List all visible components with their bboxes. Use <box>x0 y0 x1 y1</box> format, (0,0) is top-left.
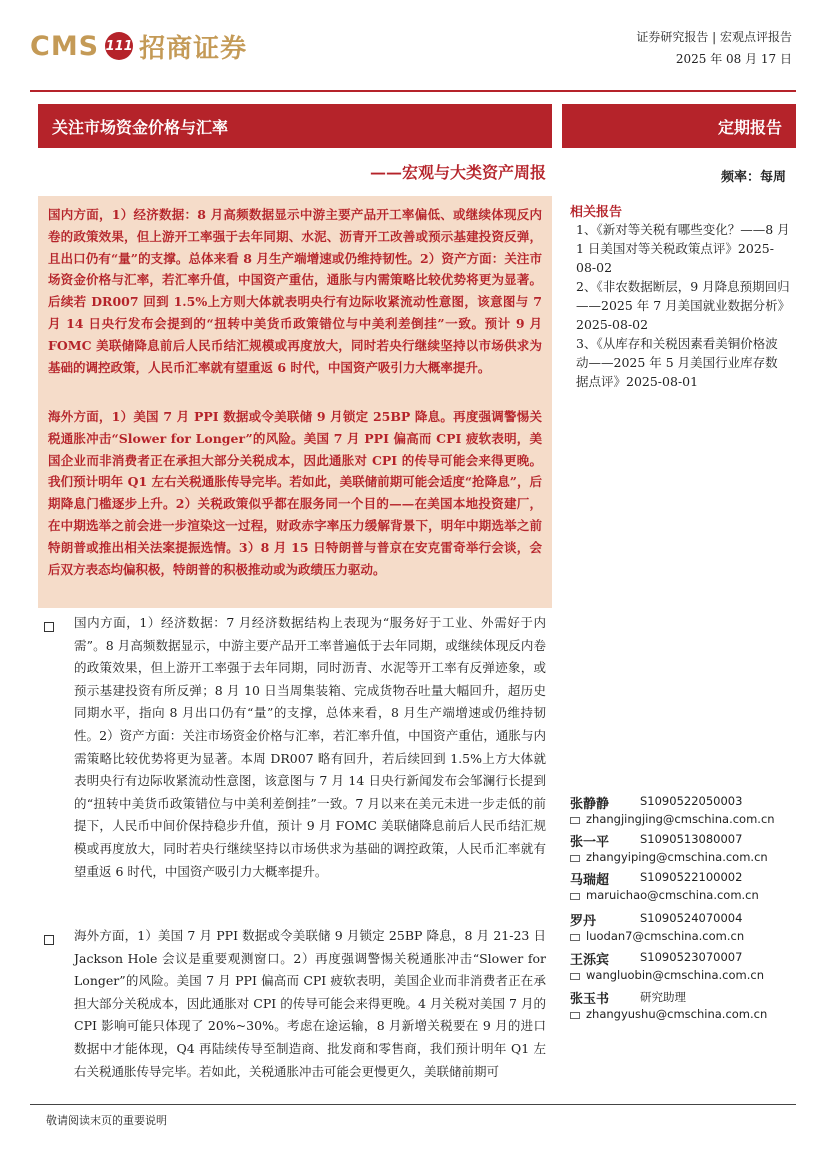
badge-band <box>562 104 796 148</box>
author-email[interactable]: wangluobin@cmschina.com.cn <box>586 968 764 982</box>
summary-domestic: 国内方面，1）经济数据：8 月高频数据显示中游主要产品开工率偏低、或继续体现反内卷的政策效果，但上游开工率强于去年同期、水泥、沥青开工改善或预示基建投资反弹，且出口仍有“量”的支撑。总体来看 8 月生产端增速或仍维持韧性。2）资产方面：关注市场资金价格与汇率，若汇率升值，中国资产重估，通胀与内需策略比较优势将更为显著。后续若 DR007 回到 1.5%上方则大体就表明央行有边际收紧流动性意图，该意图与 7 月 14 日央行发布会提到的“扭转中美货币政策错位与中美利差倒挂”一致。预计 9 月 FOMC 美联储降息前后人民币结汇规模或再度放大，同时若央行继续坚持以市场供求为基础的调控政策，人民币汇率就有望重返 6 时代，中国资产吸引力大概率提升。 <box>48 207 542 375</box>
author-license: S1090523070007 <box>640 950 743 964</box>
report-date: 2025 年 08 月 17 日 <box>675 52 792 66</box>
mail-icon <box>570 934 580 941</box>
author-email[interactable]: luodan7@cmschina.com.cn <box>586 929 745 943</box>
related-report-item[interactable]: 2、《非农数据断层，9 月降息预期回归——2025 年 7 月美国就业数据分析》2025-08-02 <box>576 279 790 332</box>
title-band <box>38 104 552 148</box>
bullet-icon <box>44 622 54 632</box>
author-email[interactable]: zhangjingjing@cmschina.com.cn <box>586 812 775 826</box>
body-overseas: 海外方面，1）美国 7 月 PPI 数据或令美联储 9 月锁定 25BP 降息，8 月 21-23 日 Jackson Hole 会议是重要观测窗口。2）再度强调警惕关税通胀冲击“Slower for Longer”的风险。美国 7 月 PPI 偏高而 CPI 疲软表明，美国企业而非消费者正在承担大部分关税成本，因此通胀对 CPI 的传导可能会来得更晚。4 月关税对美国 7 月的 CPI 影响可能只体现了 20%~30%。考虑在途运输，8 月新增关税要在 9 月的进口数据中才能体现，Q4 再陆续传导至制造商、批发商和零售商，我们预计明年 Q1 左右关税通胀传导完毕。若如此，关税通胀冲击可能会更慢更久，美联储前期可 <box>74 928 546 1079</box>
author-name: 张一平 <box>570 835 610 850</box>
mail-icon <box>570 817 580 824</box>
related-reports-title: 相关报告 <box>570 205 623 220</box>
author-license: S1090522100002 <box>640 870 743 884</box>
company-logo <box>30 26 247 66</box>
author-name: 马瑞超 <box>570 873 610 888</box>
report-type: 证券研究报告 | 宏观点评报告 <box>636 30 792 44</box>
related-reports-list <box>576 220 790 391</box>
header-divider <box>30 90 796 92</box>
author-license: S1090522050003 <box>640 794 743 808</box>
summary-box <box>38 196 552 608</box>
related-report-item[interactable]: 3、《从库存和关税因素看美铜价格波动——2025 年 5 月美国行业库存数据点评》2025-08-01 <box>576 336 778 389</box>
logo-mark-icon: 111 <box>105 32 133 60</box>
report-title: 关注市场资金价格与汇率 <box>52 118 229 137</box>
mail-icon <box>570 1012 580 1019</box>
related-report-item[interactable]: 1、《新对等关税有哪些变化？——8 月 1 日美国对等关税政策点评》2025-08-02 <box>576 222 790 275</box>
author-email[interactable]: zhangyushu@cmschina.com.cn <box>586 1007 768 1021</box>
logo-text-en: CMS <box>30 30 100 62</box>
author-license: 研究助理 <box>640 990 686 1004</box>
footer-note: 敬请阅读末页的重要说明 <box>46 1114 167 1127</box>
footer-divider <box>30 1104 796 1105</box>
bullet-icon <box>44 935 54 945</box>
author-name: 罗丹 <box>570 914 597 929</box>
logo-text-cn: 招商证券 <box>139 33 248 64</box>
report-badge: 定期报告 <box>717 118 782 137</box>
summary-overseas: 海外方面，1）美国 7 月 PPI 数据或令美联储 9 月锁定 25BP 降息。再度强调警惕关税通胀冲击“Slower for Longer”的风险。美国 7 月 PPI 偏高而 CPI 疲软表明，美国企业而非消费者正在承担大部分关税成本，因此通胀对 CPI 的传导可能会来得更晚。我们预计明年 Q1 左右关税通胀传导完毕。若如此，美联储前期可能会适度“抢降息”，后期降息门槛逐步上升。2）关税政策似乎都在服务同一个目的——在美国本地投资建厂，在中期选举之前会进一步渲染这一过程，财政赤字率压力缓解背景下，明年中期选举之前特朗普或推出相关法案提振选情。3）8 月 15 日特朗普与普京在安克雷奇举行会谈，会后双方表态均偏积极，特朗普的积极推动或为政绩压力驱动。 <box>48 409 542 577</box>
report-subtitle: ——宏观与大类资产周报 <box>369 163 546 182</box>
header-meta <box>636 26 792 70</box>
author-license: S1090524070004 <box>640 911 743 925</box>
author-email[interactable]: zhangyiping@cmschina.com.cn <box>586 850 768 864</box>
author-name: 张玉书 <box>570 992 610 1007</box>
mail-icon <box>570 973 580 980</box>
body-domestic: 国内方面，1）经济数据：7 月经济数据结构上表现为“服务好于工业、外需好于内需”。8 月高频数据显示，中游主要产品开工率普遍低于去年同期，或继续体现反内卷的政策效果，但上游开工率强于去年同期，同时沥青、水泥等开工率有反弹迹象，或预示基建投资有所反弹；8 月 10 日当周集装箱、完成货物吞吐量大幅回升，超历史同期水平，指向 8 月出口仍有“量”的支撑，总体来看，8 月生产端增速或仍维持韧性。2）资产方面：关注市场资金价格与汇率，若汇率升值，中国资产重估，通胀与内需策略比较优势将更为显著。本周 DR007 略有回升，若后续回到 1.5%上方大体就表明央行有边际收紧流动性意图，该意图与 7 月 14 日央行新闻发布会邹澜行长提到的“扭转中美货币政策错位与中美利差倒挂”一致。7 月以来在美元未进一步走低的前提下，人民币中间价保持稳步升值，预计 9 月 FOMC 美联储降息前后人民币结汇规模或再度放大，同时若央行继续坚持以市场供求为基础的调控政策，人民币汇率就有望重返 6 时代，中国资产吸引力大概率提升。 <box>74 615 546 879</box>
report-frequency: 频率：每周 <box>720 170 786 185</box>
author-name: 张静静 <box>570 797 610 812</box>
author-license: S1090513080007 <box>640 832 743 846</box>
author-name: 王泺宾 <box>570 953 610 968</box>
mail-icon <box>570 893 580 900</box>
mail-icon <box>570 855 580 862</box>
author-email[interactable]: maruichao@cmschina.com.cn <box>586 888 759 902</box>
